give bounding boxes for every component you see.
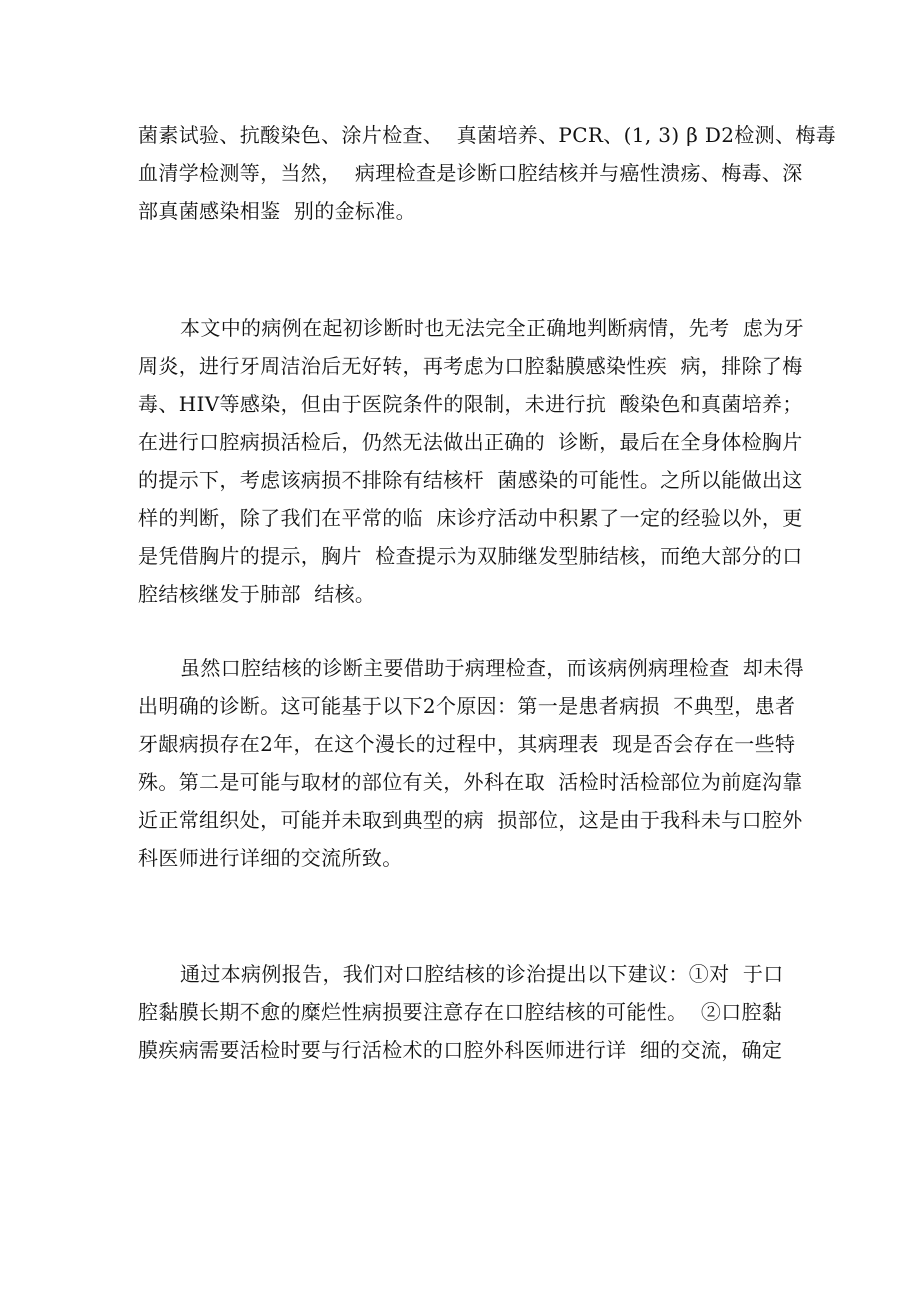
text-line: 部真菌感染相鉴 别的金标准。 — [138, 199, 416, 223]
text-line: 本文中的病例在起初诊断时也无法完全正确地判断病情，先考 虑为牙 — [180, 316, 804, 340]
text-line: 腔结核继发于肺部 结核。 — [138, 582, 376, 606]
text-line: 牙龈病损存在2年，在这个漫长的过程中，其病理表 现是否会存在一些特 — [138, 732, 796, 756]
text-line: 血清学检测等，当然， 病理检查是诊断口腔结核并与癌性溃疡、梅毒、深 — [138, 161, 803, 185]
paragraph-2 — [138, 309, 804, 613]
text-line: 在进行口腔病损活检后，仍然无法做出正确的 诊断，最后在全身体检胸片 — [138, 430, 803, 454]
text-line: 殊。第二是可能与取材的部位有关，外科在取 活检时活检部位为前庭沟靠 — [138, 770, 803, 794]
text-line: 科医师进行详细的交流所致。 — [138, 846, 403, 870]
text-line: 出明确的诊断。这可能基于以下2个原因：第一是患者病损 不典型，患者 — [138, 694, 796, 718]
text-line: 腔黏膜长期不愈的糜烂性病损要注意存在口腔结核的可能性。 ②口腔黏 — [138, 1000, 783, 1024]
text-line: 虽然口腔结核的诊断主要借助于病理检查，而该病例病理检查 却未得 — [180, 656, 804, 680]
text-line: 膜疾病需要活检时要与行活检术的口腔外科医师进行详 细的交流，确定 — [138, 1038, 783, 1062]
paragraph-3 — [138, 649, 804, 877]
text-line: 菌素试验、抗酸染色、涂片检查、 真菌培养、PCR、(1, 3) β D2检测、梅毒 — [138, 123, 837, 147]
text-line: 通过本病例报告，我们对口腔结核的诊治提出以下建议：①对 于口 — [180, 962, 784, 986]
paragraph-1 — [138, 116, 837, 230]
text-line: 的提示下，考虑该病损不排除有结核杆 菌感染的可能性。之所以能做出这 — [138, 468, 803, 492]
text-line: 毒、HIV等感染，但由于医院条件的限制，未进行抗 酸染色和真菌培养； — [138, 392, 803, 416]
text-line: 周炎，进行牙周洁治后无好转，再考虑为口腔黏膜感染性疾 病，排除了梅 — [138, 354, 803, 378]
paragraph-4 — [138, 955, 798, 1069]
text-line: 样的判断，除了我们在平常的临 床诊疗活动中积累了一定的经验以外，更 — [138, 506, 803, 530]
text-line: 是凭借胸片的提示，胸片 检查提示为双肺继发型肺结核，而绝大部分的口 — [138, 544, 803, 568]
text-line: 近正常组织处，可能并未取到典型的病 损部位，这是由于我科未与口腔外 — [138, 808, 803, 832]
